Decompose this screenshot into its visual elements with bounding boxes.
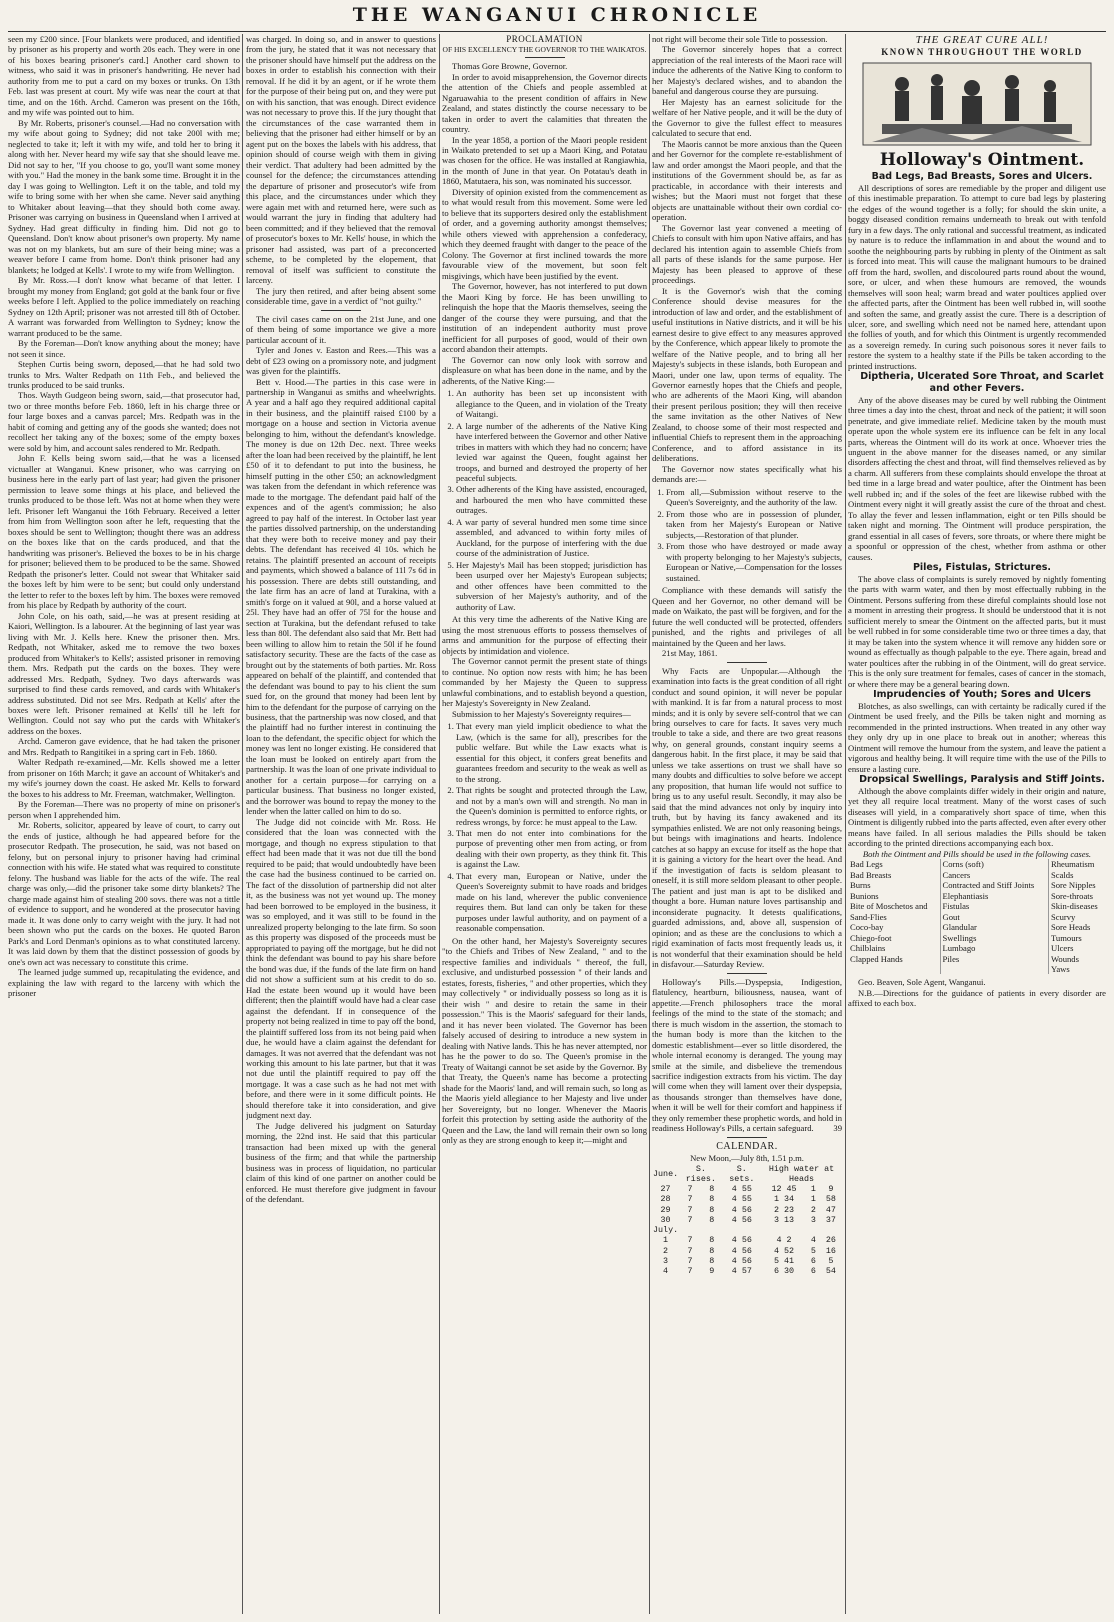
calendar-cell: 9: [709, 1266, 715, 1277]
paragraph: The Governor sincerely hopes that a correct appreciation of the real interests of the Maori race will induce the adherents of the Native King to conform to her Majesty's declared wishes, and to abandon the baneful and dangerous course they are pursuing.: [652, 44, 842, 97]
ailments-table: [848, 859, 1106, 974]
calendar-cell: 8: [709, 1255, 715, 1266]
calendar-cell: 27: [660, 1184, 671, 1195]
section-rule: [321, 310, 361, 311]
ailment-cell: Bunions: [848, 891, 940, 901]
calendar-cell: 29: [660, 1204, 671, 1215]
paragraph: The civil cases came on on the 21st June, and one of them being of some importance we give a more particular account of it.: [246, 313, 436, 345]
ad-section-body: The above class of complaints is surely removed by nightly fomenting the parts with warm water, and then by most effectually rubbing in the Ointment. Persons suffering from these direful complaints should lose not a moment in arresting their progress. It should be understood that it is not sufficient merely to smear the Ointment on the affected parts, but it must be well rubbed in for some considerable time two or three times a day, that it may be taken into the system whence it will remove any hidden sore or wound as effectually as though palpable to the eye. There again, bread and water poultices after the rubbing in of the Ointment, will do great service. This is the only sure treatment for females, cases of cancer in the stomach, or where there may be a general bearing down.: [848, 573, 1106, 689]
ailment-cell: Corns (soft): [940, 859, 1048, 869]
calendar-cell: [807, 1225, 820, 1235]
calendar-cell: [761, 1225, 807, 1235]
calendar-cell: 5: [810, 1245, 816, 1256]
list-item: 1. An authority has been set up inconsistent with allegiance to the Queen, and in violation of the Treaty of Waitangi.: [456, 388, 647, 419]
ailment-row: [848, 880, 1106, 890]
ailment-cell: Yaws: [1050, 964, 1070, 974]
calendar-cell: 4 55: [731, 1194, 752, 1205]
column-divider: [242, 34, 243, 1614]
ailment-cell: Burns: [848, 880, 940, 890]
calendar-title: CALENDAR.: [716, 1140, 778, 1152]
ailment-cell: Bad Breasts: [848, 870, 940, 880]
paragraph: The Governor can now only look with sorrow and displeasure on what has been done in the name, and by the adherents, of the Native King:—: [442, 354, 647, 386]
governor-name: Thomas Gore Browne, Governor.: [452, 61, 568, 72]
list-item: 1. That every man yield implicit obedience to what the Law, (which is the same for all), prescribes for the public welfare. But while the Law exacts what is essential for this object, it confers great benefits and guarantees freedom and security to the weak as well as to the strong.: [456, 721, 647, 784]
calendar-cell: 3: [663, 1255, 669, 1266]
calendar-cell: 4 56: [731, 1204, 752, 1215]
calendar-cell: 7: [687, 1214, 693, 1225]
paragraph: It is the Governor's wish that the coming Conference should devise measures for the introduction of law and order, and the establishment of useful institutions in Native districts, and it will be his earnest desire to give effect to any measures approved by the Conference, which appear likely to promote the welfare of the Native people, and to bring all her Majesty's subjects in these islands, both European and Maori, under one law, upon terms of equality. The Governor earnestly hopes that the Chiefs and people, who are adherents of the Maori King, will abandon their present perilous position; they will then receive the same invitation as the other Natives of New Zealand, to choose some of their most respected and influential Chiefs to represent them in the approaching Conference, and to afford assistance in its deliberations.: [652, 285, 842, 464]
masthead-rule: [8, 31, 1106, 32]
calendar-cell: 8: [709, 1194, 715, 1205]
advertisement-illustration: [862, 62, 1092, 146]
calendar-cell: 4: [810, 1235, 816, 1246]
calendar-cell: 7: [687, 1255, 693, 1266]
calendar-cell: 30: [660, 1214, 671, 1225]
ailment-cell: Chilblains: [848, 943, 940, 953]
calendar-cell: 8: [709, 1235, 715, 1246]
paragraph: The jury then retired, and after being absent some considerable time, gave in a verdict of "not guilty.": [246, 285, 436, 307]
paragraph: Mr. Roberts, solicitor, appeared by leave of court, to carry out the ends of justice, although he had appeared before for the prosecutor Redpath. The prosecution, he said, was not based on felony, but on personal injury to prisoner having had criminal connection with his wife. He stated what was required to constitute felony. The husband was liable for the acts of the wife. The real charge was only,—did the prisoner take some dirty blankets? The charge made against him of stealing 200 sovs. there was not a tittle of evidence to support, and he wondered at the prosecutor having made it. It was done only to carry weight with the jury. It had not been shown who put the cards on the boxes. He quoted Baron Park's and Lord Denman's opinions as to what constituted larceny. It was laid down by them that the distinct possession of goods by one's own act was necessary to constitute this crime.: [8, 820, 240, 967]
ailment-cell: Gout: [940, 912, 1048, 922]
list-item: 2. That rights be sought and protected through the Law, and not by a man's own will and strength. No man in the Queen's dominion is permitted to enforce rights, or redress wrongs, by force: he must appeal to the Law.: [456, 785, 647, 827]
ailment-cell: Elephantiasis: [940, 891, 1048, 901]
directions-note: N.B.—Directions for the guidance of patients in every disorder are affixed to each box.: [848, 987, 1106, 1009]
section-rule: [727, 662, 767, 663]
ailment-cell: Sore Heads: [1050, 922, 1091, 933]
ailment-cell: Coco-bay: [848, 922, 940, 932]
calendar-cell: July.: [653, 1225, 679, 1236]
notice-number: 39: [833, 1123, 842, 1134]
section-rule: [727, 973, 767, 974]
ailment-row: [848, 954, 1106, 964]
calendar-cell: 28: [660, 1194, 671, 1205]
calendar-row: [652, 1184, 842, 1194]
calendar-cell: [679, 1225, 701, 1235]
calendar-cell: 4 2: [776, 1235, 792, 1246]
list-item: 3. That men do not enter into combinations for the purpose of preventing other men from acting, or from dealing with their own property, as they think fit. This is against the Law.: [456, 828, 647, 870]
ailment-row: [848, 922, 1106, 932]
ad-sections: [848, 171, 1106, 849]
ailment-cell: Bite of Moschetos and: [848, 901, 940, 911]
calendar-cell: 4 52: [773, 1245, 795, 1256]
list-item: 4. A war party of several hundred men some time since assembled, and advanced to within forty miles of Auckland, for the purpose of interfering with the due course of the administration of Justice.: [456, 517, 647, 559]
column-2-court-report: [246, 34, 436, 1614]
calendar-moon: New Moon,—July 8th, 1.51 p.m.: [690, 1153, 804, 1164]
calendar-table: [652, 1164, 842, 1277]
paragraph: Walter Redpath re-examined,—Mr. Kells showed me a letter from prisoner on 16th March; it gave an account of Whitaker's and my wife's journey down the coast. He asked Mr. Kells to forward the boxes to his address to Mr. Freeman, watchmaker, Wellington.: [8, 757, 240, 799]
calendar-row: [652, 1225, 842, 1235]
calendar-cell: 54: [825, 1266, 836, 1277]
calendar-cell: 26: [825, 1235, 836, 1246]
paragraph: The Maoris cannot be more anxious than the Queen and her Governor for the complete re-establishment of law and order amongst the Maori people, and that the institutions of the Government should be, as far as practicable, in accordance with their interests and wishes; but the Maori must not forget that these objects are unattainable without their own cordial co-operation.: [652, 138, 842, 223]
calendar-cell: 2: [663, 1245, 669, 1256]
ailment-cell: Scurvy: [1050, 911, 1076, 922]
calendar-cell: 9: [828, 1184, 834, 1195]
calendar-cell: 4: [663, 1266, 669, 1277]
ad-section-body: Although the above complaints differ widely in their origin and nature, yet they all require local treatment. Many of the worst cases of such diseases will yield, in a comparatively short space of time, when this Ointment is diligently rubbed into the parts affected, even after every other means have failed. In all serious maladies the Pills should be taken according to the printed directions accompanying each box.: [848, 785, 1106, 849]
paragraph: The Governor last year convened a meeting of Chiefs to consult with him upon Native affairs, and has declared his intention again to assemble Chiefs from all parts of these islands for the same purpose. Her Majesty has been pleased to approve of these proceedings.: [652, 222, 842, 286]
proclamation-subtitle: OF HIS EXCELLENCY THE GOVERNOR TO THE WAIKATOS.: [442, 44, 647, 54]
paragraph: seen my £200 since. [Four blankets were produced, and identified by prisoner as his property and worth 20s each. They were in one of his boxes bearing prisoner's card.] Another card shown to witness, who said it was in prisoner's handwriting. He never had authority from me to put a card on my boxes or trunks. On 13th Feb. last was present at court. My wife was near the court at that time, and on the 16th. Archd. Cameron was present on the 16th, and my wife was pointed out to him.: [8, 34, 240, 118]
calendar-cell: 47: [825, 1204, 836, 1215]
ad-section-body: Any of the above diseases may be cured by well rubbing the Ointment three times a day into the chest, throat and neck of the patient; it will soon penetrate, and give immediate relief. Medicine taken by the mouth must operate upon the whole system ere its influence can be felt in any local parts, whereas the Ointment will do its work at once. Whoever tries the unguent in the above manner for the diseases named, or any similar disorders affecting the chest and throat, will find themselves relieved as by a charm. All sufferers from these complaints should envelope the throat at bed time in a large bread and water poultice, after the Ointment has been well rubbed in; and if the soles of the feet are likewise rubbed with the Ointment every night it will greatly assist the cure of the throat and chest. To allay the fever and lessen inflammation, eight or ten Pills should be taken night and morning. The Ointment will produce perspiration, the grand essential in all cases of fevers, sore throats, or where there might be a spoonful or oppression of the chest, whether from asthma or other causes.: [848, 394, 1106, 562]
calendar-cell: 7: [687, 1184, 693, 1195]
advertisement-title: Holloway's Ointment.: [879, 150, 1085, 171]
requirements-list: [456, 721, 647, 934]
column-3-proclamation: [442, 34, 647, 1614]
calendar-row: [652, 1256, 842, 1266]
ailment-cell: Wounds: [1050, 953, 1079, 964]
list-item: 3. Other adherents of the King have assisted, encouraged, and harboured the men who have committed these outrages.: [456, 484, 647, 515]
ailment-cell: Ulcers: [1050, 943, 1074, 954]
calendar-cell: 4 56: [731, 1245, 752, 1256]
calendar-cell: 4 56: [731, 1214, 752, 1225]
list-item: 2. From those who are in possession of plunder, taken from her Majesty's European or Native subjects,—Restoration of that plunder.: [666, 509, 842, 540]
list-item: 4. That every man, European or Native, under the Queen's Sovereignty submit to have roads and bridges made on his land, wherever the public convenience requires them. But land can only be taken for these purposes under lawful authority, and on payment of a reasonable compensation.: [456, 871, 647, 934]
ailment-cell: Swellings: [940, 933, 1048, 943]
calendar-cell: 7: [687, 1204, 693, 1215]
calendar-cell: 7: [687, 1245, 693, 1256]
calendar-cell: 16: [825, 1245, 836, 1256]
ailment-row: [848, 943, 1106, 953]
ad-section-heading: Bad Legs, Bad Breasts, Sores and Ulcers.: [871, 171, 1093, 183]
calendar-row: [652, 1246, 842, 1256]
calendar-row: [652, 1266, 842, 1276]
paragraph: Archd. Cameron gave evidence, that he had taken the prisoner and Mrs. Redpath to Rangitikei in a spring cart in Feb. 1860.: [8, 736, 240, 757]
paragraph: By Mr. Ross.—I don't know what became of that letter. I brought my money from England; got gold at the bank four or five weeks before I left. Applied to the police immediately on reaching Sydney on 12th April; prisoner was not arrested till 8th of October. A warrant was forwarded from Wellington to Sydney; know the warrant produced to be the same.: [8, 275, 240, 338]
paragraph: Submission to her Majesty's Sovereignty requires—: [452, 708, 631, 719]
ailment-row: [848, 859, 1106, 869]
calendar-header: S. rises.: [685, 1163, 716, 1184]
ad-section-heading: Piles, Fistulas, Strictures.: [912, 562, 1052, 574]
ailment-cell: Piles: [940, 954, 1048, 964]
column-1-court-report: [8, 34, 240, 1614]
ad-section-body: Blotches, as also swellings, can with certainty be radically cured if the Ointment be used freely, and the Pills be taken night and morning as recommended in the printed instructions. When treated in any other way they only dry up in one place to break out in another; whereas this Ointment will remove the humour from the system, and leave the patient a vigorous and healthy being. It will require time with the use of the Pills to ensure a lasting cure.: [848, 700, 1106, 774]
paragraph: Diversity of opinion existed from the commencement as to what would result from this movement. Some were led to believe that its supporters desired only the establishment of order, and a governing authority amongst themselves; while others viewed with apprehension a confederacy, which they deemed fraught with danger to the peace of the Colony. The Governor at first inclined towards the more favourable view of the movement, but soon felt misgivings, which have been justified by the event.: [442, 186, 647, 281]
paragraph: Her Majesty has an earnest solicitude for the welfare of her Native people, and it will be the duty of the Governor to give the fullest effect to measures calculated to secure that end.: [652, 96, 842, 139]
ailments-body: [848, 859, 1106, 974]
ailment-cell: Scalds: [1050, 869, 1074, 880]
ad-section-heading: Imprudencies of Youth; Sores and Ulcers: [873, 689, 1091, 701]
paragraph: John Cole, on his oath, said,—he was at present residing at Kaiori, Wellington. Is a labourer. At the beginning of last year was living with Mr. J. Kells here. Knew the prisoner then. Mrs. Redpath, not Whitaker, asked me to remove the two boxes produced from Whitaker's to Kells'; assisted prisoner in removing them. Mrs. Redpath put the cards on the boxes. They were addressed Mrs. Redpath, Sydney. Two days afterwards was surprised to find these cards removed, and cards with Whitaker's address substituted. Did not see Mrs. Redpath at Kells' after the boxes were left. Prisoner remained at Kells' till he left for Wellington. Could not say who put the cards with Whitaker's address on the boxes.: [8, 610, 240, 736]
section-rule: [727, 1137, 767, 1138]
ailment-cell: Rheumatism: [1050, 859, 1095, 870]
paragraph: Tyler and Jones v. Easton and Rees.—This was a debt of £23 owing on a promissory note, and judgment was given for the plaintiffs.: [246, 345, 436, 377]
paragraph: The learned judge summed up, recapitulating the evidence, and explaining the law with regard to the larceny with which the prisoner: [8, 967, 240, 999]
calendar-cell: 1: [663, 1235, 669, 1246]
ad-section-heading: Diptheria, Ulcerated Sore Throat, and Scarlet and other Fevers.: [860, 371, 1104, 394]
paragraph: The Judge did not coincide with Mr. Ross. He considered that the loan was connected with the mortgage, and though no express stipulation to that effect had been made that it was not due till the bond required to be paid; that would undoubtedly have been the case had the business continued to be carried on. The fact of the dissolution of partnership did not alter it, as the business was not yet wound up. The money had been borrowed to be employed in the business, it was so employed, and it was still to be found in the unrealized property belonging to the late firm. So soon as this property was disposed of the proceeds must be appropriated to paying off the mortgage, but he did not think the defendant was bound to pay his share before the bond was due, if the funds of the late firm on hand did not show a sufficient sum at his credit to do so. Had the estate been wound up it would have been different; then the plaintiff would have had a clear case against the defendant. If in consequence of the property not being realized in time to pay off the bond, the plaintiff suffered loss from its not being paid when due, he would have a claim against the defendant for damages. It was not averred that the defendant was not working this amount to his late partner, but that it was not due until the plaintiff required to pay off the mortgage. It was a case such as he had not met with before, and there were in it some difficult points. He should therefore take it into consideration, and give judgment next day.: [246, 816, 436, 1121]
column-5-advertisement: [848, 34, 1106, 1614]
calendar-row: [652, 1194, 842, 1204]
ailment-row: [848, 933, 1106, 943]
calendar-cell: [701, 1225, 723, 1235]
calendar-cell: 5: [828, 1255, 834, 1266]
ad-section-heading: Dropsical Swellings, Paralysis and Stiff Joints.: [859, 774, 1105, 786]
paragraph: By Mr. Roberts, prisoner's counsel.—Had no conversation with my wife about going to Sydney; did not take 200l with me; neglected to take it; left it with my wife, and told her to bring it along with her. Never heard my wife say that she should leave me. Did not say to her, "If you choose to go, you'll want some money with you." Had the money in the bank some time. Brought it in the day I was going to Wellington. Left it on the table, and told my wife to bring some with her when she came. Never said anything to Whitaker about leaving—that they should both come away. Prisoner was carrying on business in Queensland when I arrived at Sydney. Had great difficulty in finding him. Did not go to Queensland. Don't know about prisoner's own property. My name was not on my blankets, but am sure of their being mine; was a weaver before I came from home. Don't think prisoner had any blankets; he lodged at Kells'. I wrote to my wife from Wellington.: [8, 117, 240, 275]
ailment-cell: Lumbago: [940, 943, 1048, 953]
calendar-header: June.: [653, 1168, 679, 1179]
why-facts-article: Why Facts are Unpopular.—Although the examination into facts is the great condition of all right conduct and sound opinion, it will never be popular with mankind. It is far from a natural process to most minds; and it is only by severe self-control that we can bring ourselves to care for facts. It saves very much trouble to take a side, and there are two great reasons why, on general grounds, constant inquiry seems a dangerous habit. In the first place, it may be said that unless we take assertions on trust we shall have so many doubts and difficulties to solve before we accept any proposition, that human life would not suffice to bring us to any useful result. Secondly, it may also be said that the mind advances not only by inquiry into truth, but by having its fancy awakened and its sympathies enlisted. We are not only reasoning beings, but beings with imaginations and hearts. Indolence catches at so happy an excuse for itself as the hope that it is gaining a victory for the heart over the head. And if the investigation of facts is seldom pleasant to oneself, it is still more seldom pleasant to other people. The patient and just man is apt to be disliked and thought a bore. Human nature loves partisanship and inconsiderate pugnacity. It detests qualifications, guarded admissions, and, above all, suspension of opinion; and as these are the conclusions to which a rigid examination of facts most frequently leads us, it is not wonderful that their examination should be held in disfavour.—Saturday Review.: [652, 665, 842, 970]
calendar-cell: 8: [709, 1245, 715, 1256]
paragraph: was charged. In doing so, and in answer to questions from the jury, he stated that it was not necessary that the prisoner should have himself put the address on the boxes in order to establish his connection with their removal. If he did it by an agent, or if he wrote them for the purpose of their being put on, and they were put on with his sanction, that was enough. Direct evidence was not necessary to prove this. If the jury thought that the circumstances of the case warranted them in believing that the prisoner had either himself or by an agent put on the boxes the labels with his address, that opinion should of course weigh with them in giving their verdict. That adultery had been admitted by the counsel for the defence; the circumstances attending the departure of prisoner and prosecutor's wife from this place, and the circumstances under which they were again met with and returned here, were such as would warrant the jury in finding that adultery had been committed; and if they believed that the removal of prosecutor's boxes to Mr. Kells' house, in which the prisoner had assisted, was part of a preconcerted scheme, to be completed by the elopement, that removal of itself was sufficient to constitute the larceny.: [246, 34, 436, 286]
paragraph: Thos. Wayth Gudgeon being sworn, said,—that prosecutor had, two or three months before Feb. 1860, left in his charge three or four large boxes and a canvas parcel; Mrs. Redpath was in the habit of coming and getting any of the goods she wanted; does not recollect her taking any of the boxes; some of the empty boxes were sold by him, and account sales rendered to Mr. Redpath.: [8, 390, 240, 453]
paragraph: The Governor, however, has not interfered to put down the Maori King by force. He has been unwilling to relinquish the hope that the Maoris themselves, seeing the danger of the course they were pursuing, and that the institution of an independent authority must prove inefficient for all purposes of good, would of their own accord abandon their attempts.: [442, 281, 647, 355]
calendar-header-row: [652, 1164, 842, 1185]
ailment-cell: Sand-Flies: [848, 912, 940, 922]
paragraph: On the other hand, her Majesty's Sovereignty secures "to the Chiefs and Tribes of New Zealand, " and to the respective families and individuals " thereof, the full, exclusive, and undisturbed possession " of their lands and estates, forests, fisheries, " and other properties, which they may collectively " or individually possess so long as it is their wish " and desire to retain the same in their possession." This is the Maoris' safeguard for their lands, and it has never been violated. The Governor has been falsely accused of desiring to introduce a new system in dealing with Native lands. This he has never attempted, nor has he the power to do so. The Queen's promise in the Treaty of Waitangi cannot be set aside by the Governor. By that Treaty, the Queen's name has become a protecting shade for the Maoris' land, and will remain such, so long as the Maoris yield allegiance to her Majesty and live under her Sovereignty, but no longer. Whenever the Maoris forfeit this protection by setting aside the authority of the Queen and the Law, the land will remain their own so long only as they are strong enough to keep it;—might and: [442, 935, 647, 1146]
calendar-cell: 4 57: [731, 1266, 752, 1277]
column-divider: [845, 34, 846, 1614]
paragraph: In order to avoid misapprehension, the Governor directs the attention of the Chiefs and people assembled at Ngaruawahia to the present condition of affairs in New Zealand, and states distinctly the course necessary to be taken in order to avert the calamities that threaten the country.: [442, 71, 647, 135]
calendar-cell: 2 23: [773, 1204, 795, 1215]
ad-subtagline: KNOWN THROUGHOUT THE WORLD: [881, 47, 1083, 58]
ailment-cell: Cancers: [940, 870, 1048, 880]
calendar-row: [652, 1205, 842, 1215]
column-4: [652, 34, 842, 1614]
paragraph: In the year 1858, a portion of the Maori people resident in Waikato pretended to set up a Maori King, and Potatau was chosen for the office. He was installed at Rangiawhia, in the month of June in that year. On Potatau's death in 1860, Matutaera, his son, was nominated his successor.: [442, 134, 647, 187]
calendar-cell: 6: [810, 1266, 816, 1277]
calendar-header: High water at Heads: [768, 1163, 835, 1184]
calendar-cell: 4 56: [731, 1255, 752, 1266]
paragraph: Bett v. Hood.—The parties in this case were in partnership in Wanganui as smiths and wheelwrights. A year and a half ago they required additional capital in their business, and the plaintiff raised £100 by a mortgage on a house and section in Victoria avenue belonging to him, without the defendant's knowledge. The money is due on 12th Dec. next. Three weeks after the loan had been received by the plaintiff, he lent £50 of it to defendant to put into the business, he himself putting in the other £50; an acknowledgment was taken from the defendant in which reference was made to the mortgage. The defendant paid half of the expences and of the agent's commission; he also agreed to pay half of the interest. In October last year the parties dissolved partnership, on the understanding that they were both to receive money and pay their debts. The defendant has received 4l 10s. which he retains. The plaintiff presented an account of receipts and payments, which showed a balance of 11l 7s 6d in his possession. There are debts still outstanding, and the late firm has an acre of land at Turakina, with a smith's forge on it valued at 90l, and a horse valued at 25l. They have had an offer of 75l for the house and section at Turakina, but the defendant refused to take less than 80l. The defendant also said that Mr. Bett had been willing to allow him to retain the 50l if he found satisfactory security. These are the facts of the case as brought out by the statements of both parties. Mr. Ross appeared on behalf of the plaintiff, and contended that the defendant was bound to pay to his client the sum sued for, on the ground that money had been lent by him to the defendant for the purpose of carrying on the business, that the partnership was now closed, and that the plaintiff had no further interest in continuing the loan to the defendant, the specific object for which the money was lent no longer existing. He considered that the loan must be looked on entirely apart from the partnership. It was the loan of one private individual to another for a certain purpose—for carrying on a particular business. That business no longer existed, and the borrower was bound to repay the money to the lender when the latter called on him to do so.: [246, 376, 436, 817]
ailment-cell: Tumours: [1050, 932, 1082, 943]
ad-tagline: THE GREAT CURE ALL!: [915, 34, 1049, 46]
ailment-cell: [848, 964, 940, 974]
ailment-cell: Chiego-foot: [848, 933, 940, 943]
calendar-cell: [820, 1225, 842, 1235]
ailment-cell: Contracted and Stiff Joints: [940, 880, 1048, 890]
calendar-cell: 37: [825, 1214, 836, 1225]
calendar-cell: 6: [810, 1255, 816, 1266]
ailment-cell: [940, 964, 1048, 974]
calendar-cell: 3 13: [773, 1214, 795, 1225]
masthead: THE WANGANUI CHRONICLE: [352, 4, 762, 26]
calendar-cell: 2: [810, 1204, 816, 1215]
proclamation-date: 21st May, 1861.: [662, 648, 718, 659]
calendar-cell: 58: [825, 1194, 836, 1205]
calendar-body: [652, 1184, 842, 1276]
holloway-pills-text: Holloway's Pills.—Dyspepsia, Indigestion, flatulency, heartburn, biliousness, nausea, want of appetite.—French philosophers trace the moral feelings of the mind to the state of the stomach; and there is much wisdom in the assertion, the stomach to the human body is more than the kitchen to the domestic establishment—ever so little disordered, the whole internal economy is deranged. The young may smile at the simile, and disbelieve the tremendous sacrifice indigestion extracts from his victim. The day will come when they will lament over their dyspepsia, as thousands stronger than themselves have done, when it will be well for their comfort and happiness if they only remember these prophetic words, and hold in readiness Holloway's Pills, a certain safeguard.: [652, 976, 842, 1134]
holloway-pills-notice: [652, 977, 842, 1134]
ailment-cell: Sore-throats: [1050, 890, 1093, 901]
ailment-cell: Clapped Hands: [848, 954, 940, 964]
paragraph: The Governor cannot permit the present state of things to continue. No option now rests with him; he has been commanded by her Majesty the Queen to suppress unlawful combinations, and to establish beyond a question, her Majesty's Sovereignty in New Zealand.: [442, 656, 647, 709]
list-item: 5. Her Majesty's Mail has been stopped; jurisdiction has been usurped over her Majesty's European subjects; and other offences have been committed to the subversion of her Majesty's authority, and of the authority of Law.: [456, 560, 647, 612]
calendar-cell: 7: [687, 1194, 693, 1205]
calendar-cell: 6 30: [773, 1266, 795, 1277]
ad-section-body: All descriptions of sores are remediable by the proper and diligent use of this inestimable preparation. To attempt to cure bad legs by plastering the edges of the wound together is a folly; for should the skin unite, a boggy diseased condition remains underneath to break out with tenfold fury in a few days. The only rational and successful treatment, as indicated by nature is to reduce the inflammation in and about the wound and to soothe the neighbouring parts by rubbing in plenty of the Ointment as salt is forced into meat. This will cause the malignant humours to be drained off from the hard, swollen, and discoloured parts round about the wound, sore, or ulcer, and when these humours are removed, the wounds themselves will soon heal; warm bread and water poultices applied over the affected parts, after the Ointment has been well rubbed in, will soothe and soften the same, and greatly assist the cure. There is a description of ulcer, sore, and swelling which need not be named here, attendant upon the follies of youth, and for which this Ointment is urgently recommended as a sovereign remedy. In curing such poisonous sores it never fails to restore the system to a healthy state if the Pills be taken according to the printed instructions.: [848, 182, 1106, 371]
proclamation-title: PROCLAMATION: [506, 34, 583, 44]
calendar-cell: 3: [810, 1214, 816, 1225]
section-rule: [525, 57, 565, 58]
calendar-cell: 8: [709, 1184, 715, 1195]
ailment-cell: Skin-diseases: [1050, 901, 1098, 912]
column-divider: [439, 34, 440, 1614]
ailment-row: [848, 964, 1106, 974]
calendar-row: [652, 1215, 842, 1225]
calendar-cell: 1: [810, 1184, 816, 1195]
ailment-cell: Fistulas: [940, 901, 1048, 911]
calendar-cell: 7: [687, 1235, 693, 1246]
column-divider: [649, 34, 650, 1614]
ailment-cell: Bad Legs: [848, 859, 940, 869]
calendar-cell: 4 56: [731, 1235, 752, 1246]
calendar-cell: 1 34: [773, 1194, 795, 1205]
ailment-row: [848, 870, 1106, 880]
calendar-cell: 8: [709, 1214, 715, 1225]
calendar-cell: 1: [810, 1194, 816, 1205]
calendar-row: [652, 1235, 842, 1245]
paragraph: The Governor now states specifically what his demands are:—: [652, 463, 842, 485]
paragraph: By the Foreman—Don't know anything about the money; have not seen it since.: [8, 338, 240, 359]
paragraph: Compliance with these demands will satisfy the Queen and her Governor, no other demand will be made on Waikato, the past will be forgiven, and for the future the well conducted will be protected, offenders punished, and the rights and privileges of all maintained by the Queen and her laws.: [652, 585, 842, 648]
ailment-row: [848, 901, 1106, 911]
grievance-list: [456, 388, 647, 612]
ailment-cell: Sore Nipples: [1050, 880, 1096, 891]
paragraph: John F. Kells being sworn said,—that he was a licensed victualler at Wanganui. Knew prisoner, who was carrying on business here in the early part of last year; had given the prisoner permission to leave some things at his place, and believed the trunks produced to be those left. Was not at home when they were left. Prisoner left Wanganui the 16th February. Received a letter from him from Wellington soon after he left, requesting that the boxes should be sent to Wellington; thought there was an address on the boxes like that on the cards produced, and that the handwriting was prisoner's. Believed the boxes to be in his charge for prisoner; believed them to be produced to be the same. Showed Redpath the prisoner's letter. Could not swear that Whitaker said the boxes left by him were to be sent; but could only understand the letter to refer to the boxes left by him. The boxes were removed from his place by Redpath by authority of the court.: [8, 453, 240, 611]
paragraph: The Judge delivered his judgment on Saturday morning, the 22nd inst. He said that this particular transaction had been mixed up with the general business of the firm; and that while the partnership business was in process of liquidation, no particular claim of this kind of one partner on another could be enforced. He must therefore give judgment in favour of the defendant.: [246, 1120, 436, 1205]
paragraph: By the Foreman—There was no property of mine on prisoner's person when I apprehended him.: [8, 799, 240, 820]
list-item: 2. A large number of the adherents of the Native King have interfered between the Governor and other Native tribes in matters with which they had no concern; have levied war against the Queen, fought against her troops, and burned and destroyed the property of her peaceful subjects.: [456, 421, 647, 484]
ailment-cell: Glandular: [940, 922, 1048, 932]
demands-list: [666, 487, 842, 583]
calendar-cell: 12 45: [771, 1184, 797, 1195]
ailment-row: [848, 912, 1106, 922]
list-item: 3. From those who have destroyed or made away with property belonging to her Majesty's subjects, European or Native,—Compensation for the losses sustained.: [666, 541, 842, 583]
ailment-row: [848, 891, 1106, 901]
paragraph: Stephen Curtis being sworn, deposed,—that he had sold two trunks to Mrs. Walter Redpath on 11th Feb., and believed the trunks produced to be said trunks.: [8, 359, 240, 390]
sole-agent: Geo. Beaven, Sole Agent, Wanganui.: [858, 977, 986, 988]
list-item: 1. From all,—Submission without reserve to the Queen's Sovereignty, and the authority of the law.: [666, 487, 842, 508]
calendar-cell: 5 41: [773, 1255, 795, 1266]
both-used-note: Both the Ointment and Pills should be used in the following cases.: [862, 848, 1092, 859]
paragraph: not right will become their sole Title to possession.: [652, 34, 828, 44]
paragraph: At this very time the adherents of the Native King are using the most strenuous efforts to possess themselves of arms and ammunition for the purpose of effecting their objects by intimidation and violence.: [442, 614, 647, 656]
calendar-cell: [723, 1225, 761, 1235]
calendar-header: S. sets.: [729, 1163, 755, 1184]
calendar-cell: 7: [687, 1266, 693, 1277]
calendar-cell: 8: [709, 1204, 715, 1215]
calendar-cell: 4 55: [731, 1184, 752, 1195]
